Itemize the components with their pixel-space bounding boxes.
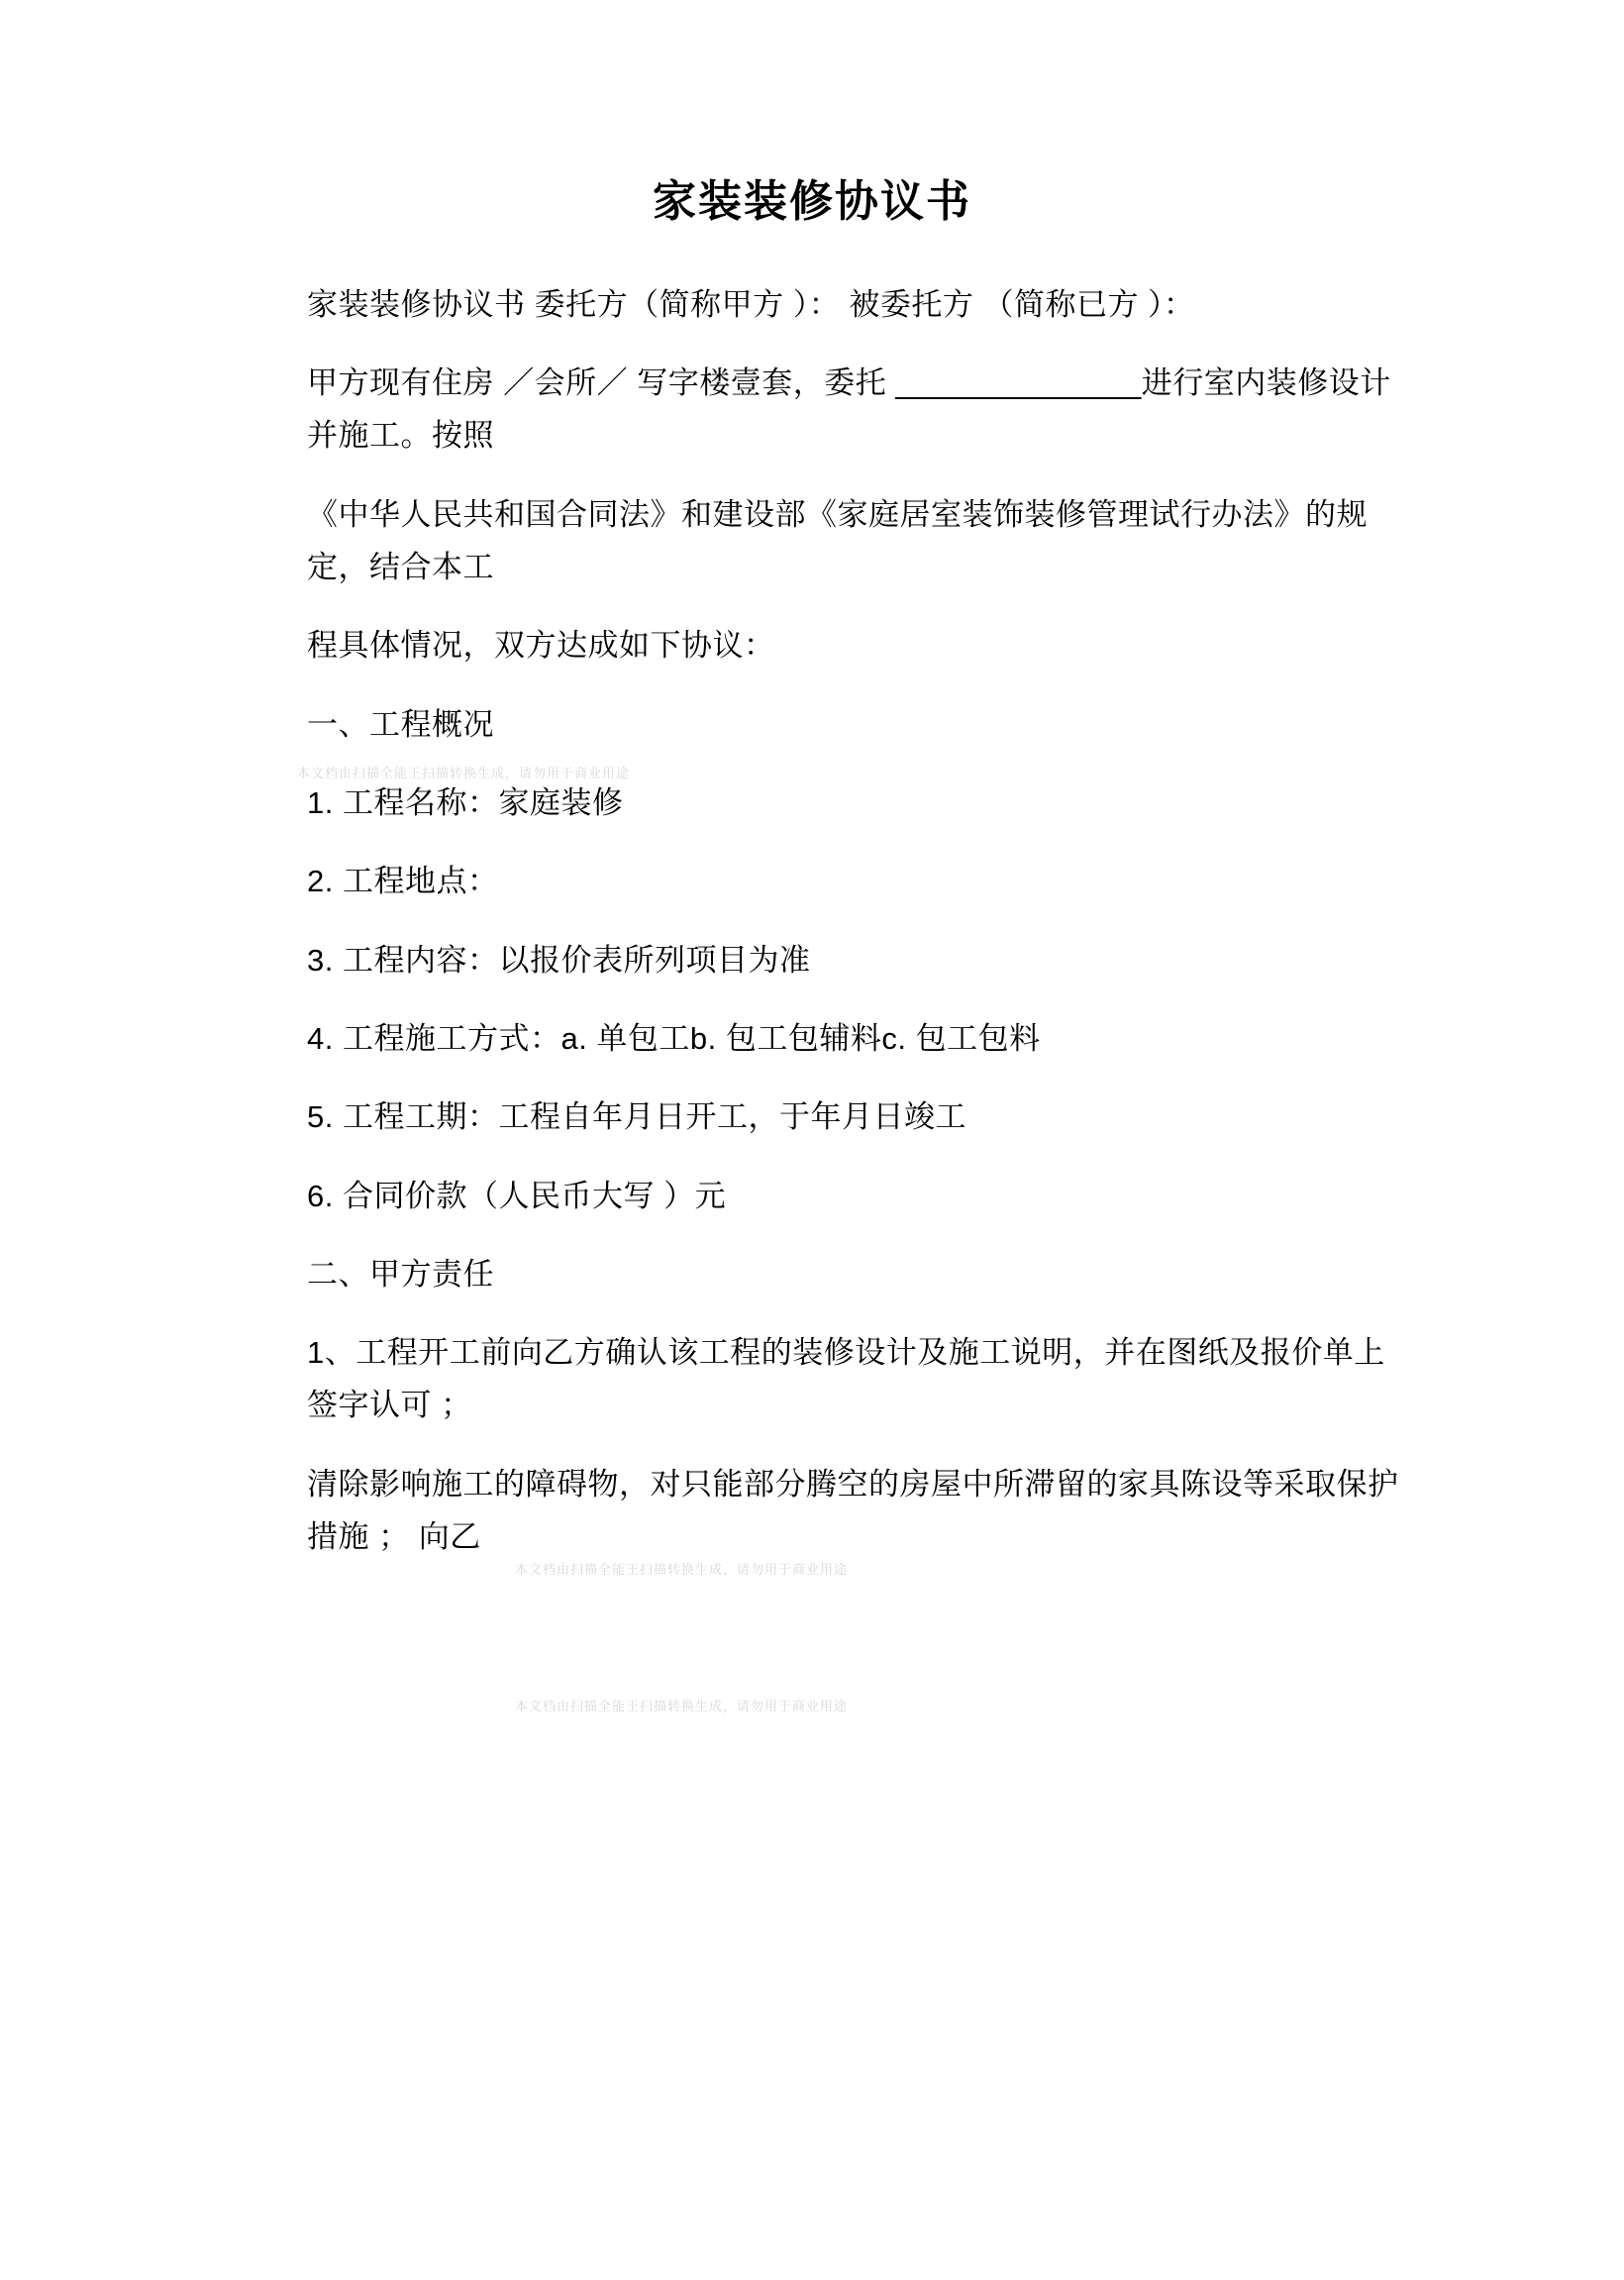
paragraph-agreement-intro: 程具体情况，双方达成如下协议： xyxy=(307,628,775,664)
item-contract-price: 6. 合同价款（人民币大写 ）元 xyxy=(307,1178,727,1213)
scan-watermark: 本文档由扫描全能王扫描转换生成，请勿用于商业用途 xyxy=(297,766,631,780)
item-construction-method: 4. 工程施工方式：a. 单包工b. 包工包辅料c. 包工包料 xyxy=(307,1020,1041,1056)
item-project-content: 3. 工程内容：以报价表所列项目为准 xyxy=(307,942,811,978)
item-party-a-duty-2: 清除影响施工的障碍物，对只能部分腾空的房屋中所滞留的家具陈设等采取保护措施 ； 向乙 xyxy=(307,1466,1399,1555)
paragraph-regulations: 《中华人民共和国合同法》和建设部《家庭居室装饰装修管理试行办法》的规定，结合本工 xyxy=(307,496,1368,585)
section-heading-project-overview: 一、工程概况 xyxy=(307,706,494,742)
document-page xyxy=(0,176,1624,2280)
section-heading-party-a-duties: 二、甲方责任 xyxy=(307,1256,494,1292)
paragraph-entrustment: 甲方现有住房 ／会所／ 写字楼壹套，委托 ______________进行室内装修设计并施工。按照 xyxy=(307,365,1391,454)
document-body xyxy=(208,278,1416,1564)
item-project-location: 2. 工程地点： xyxy=(307,864,499,899)
item-project-duration: 5. 工程工期：工程自年月日开工，于年月日竣工 xyxy=(307,1099,966,1135)
page-title: 家装装修协议书 xyxy=(653,177,971,226)
paragraph-parties: 家装装修协议书 委托方（简称甲方 ）： 被委托方 （简称已方 ）： xyxy=(307,286,1195,322)
item-party-a-duty-1: 1、工程开工前向乙方确认该工程的装修设计及施工说明，并在图纸及报价单上签字认可 ； xyxy=(307,1335,1385,1423)
scan-watermark: 本文档由扫描全能王扫描转换生成，请勿用于商业用途 xyxy=(515,1699,849,1713)
item-project-name: 1. 工程名称：家庭装修 xyxy=(307,784,624,820)
scan-watermark: 本文档由扫描全能王扫描转换生成，请勿用于商业用途 xyxy=(515,1562,849,1577)
